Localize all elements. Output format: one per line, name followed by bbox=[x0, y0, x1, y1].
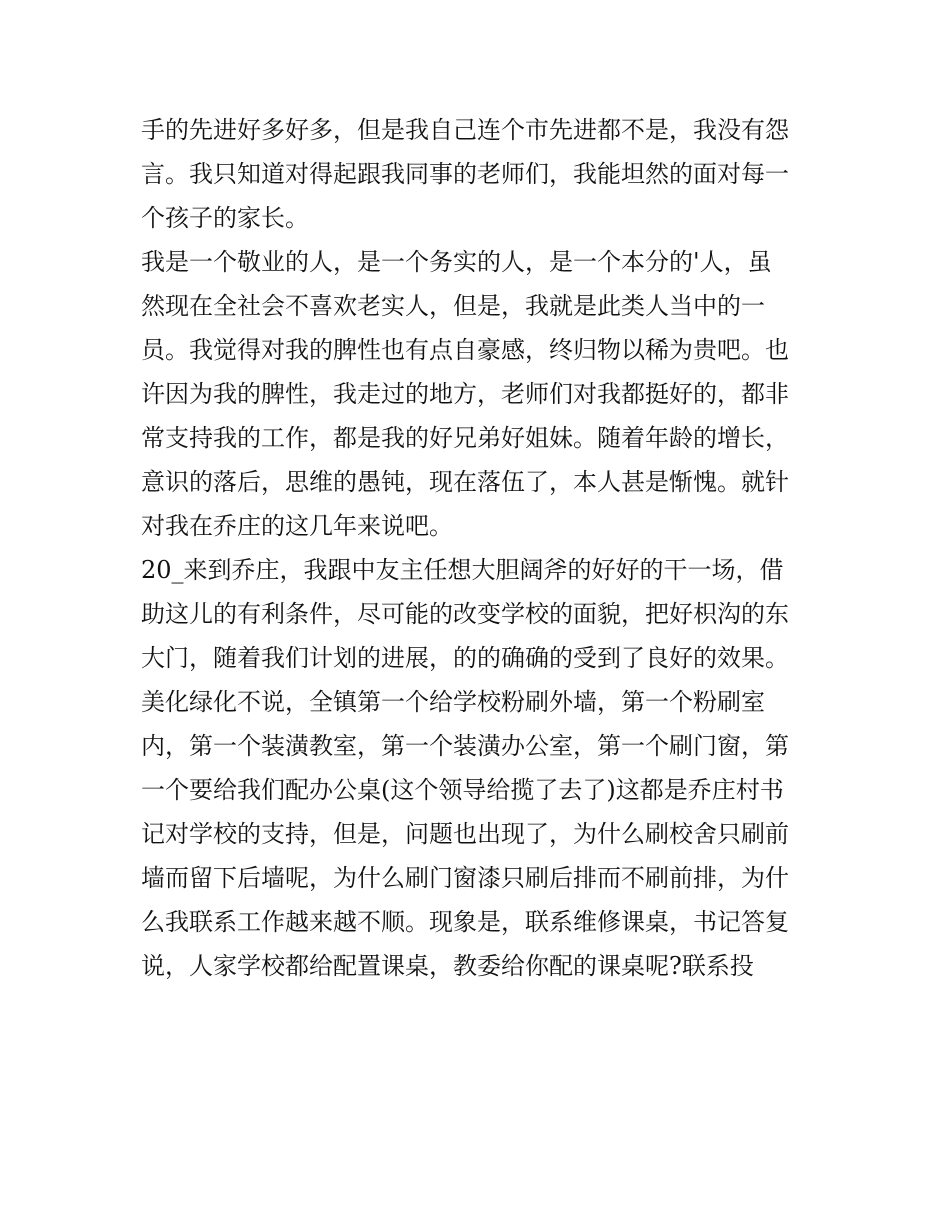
body-text bbox=[141, 108, 821, 988]
text-line: 言。我只知道对得起跟我同事的老师们，我能坦然的面对每一 bbox=[141, 160, 789, 188]
text-line: 助这儿的有利条件，尽可能的改变学校的面貌，把好枳沟的东 bbox=[141, 600, 789, 628]
text-line: 许因为我的脾性，我走过的地方，老师们对我都挺好的，都非 bbox=[141, 380, 789, 408]
text-line: 美化绿化不说，全镇第一个给学校粉刷外墙，第一个粉刷室 bbox=[141, 688, 765, 716]
text-line: 员。我觉得对我的脾性也有点自豪感，终归物以稀为贵吧。也 bbox=[141, 336, 789, 364]
text-line: 内，第一个装潢教室，第一个装潢办公室，第一个刷门窗，第 bbox=[141, 732, 789, 760]
text-line: 墙而留下后墙呢，为什么刷门窗漆只刷后排而不刷前排，为什 bbox=[141, 864, 789, 892]
text-line: 一个要给我们配办公桌(这个领导给揽了去了)这都是乔庄村书 bbox=[141, 776, 784, 804]
text-line: 么我联系工作越来越不顺。现象是，联系维修课桌，书记答复 bbox=[141, 908, 789, 936]
text-line: 我是一个敬业的人，是一个务实的人，是一个本分的'人，虽 bbox=[141, 248, 772, 276]
text-line: 意识的落后，思维的愚钝，现在落伍了，本人甚是惭愧。就针 bbox=[141, 468, 789, 496]
text-line: 大门，随着我们计划的进展，的的确确的受到了良好的效果。 bbox=[141, 644, 789, 672]
text-line: 20_来到乔庄，我跟中友主任想大胆阔斧的好好的干一场，借 bbox=[141, 556, 784, 584]
text-line: 然现在全社会不喜欢老实人，但是，我就是此类人当中的一 bbox=[141, 292, 765, 320]
text-line: 个孩子的家长。 bbox=[141, 204, 309, 232]
text-line: 记对学校的支持，但是，问题也出现了，为什么刷校舍只刷前 bbox=[141, 820, 789, 848]
text-line: 对我在乔庄的这几年来说吧。 bbox=[141, 512, 453, 540]
text-line: 常支持我的工作，都是我的好兄弟好姐妹。随着年龄的增长， bbox=[141, 424, 789, 452]
text-line: 手的先进好多好多，但是我自己连个市先进都不是，我没有怨 bbox=[141, 116, 789, 144]
text-line: 说，人家学校都给配置课桌，教委给你配的课桌呢?联系投 bbox=[141, 952, 754, 980]
